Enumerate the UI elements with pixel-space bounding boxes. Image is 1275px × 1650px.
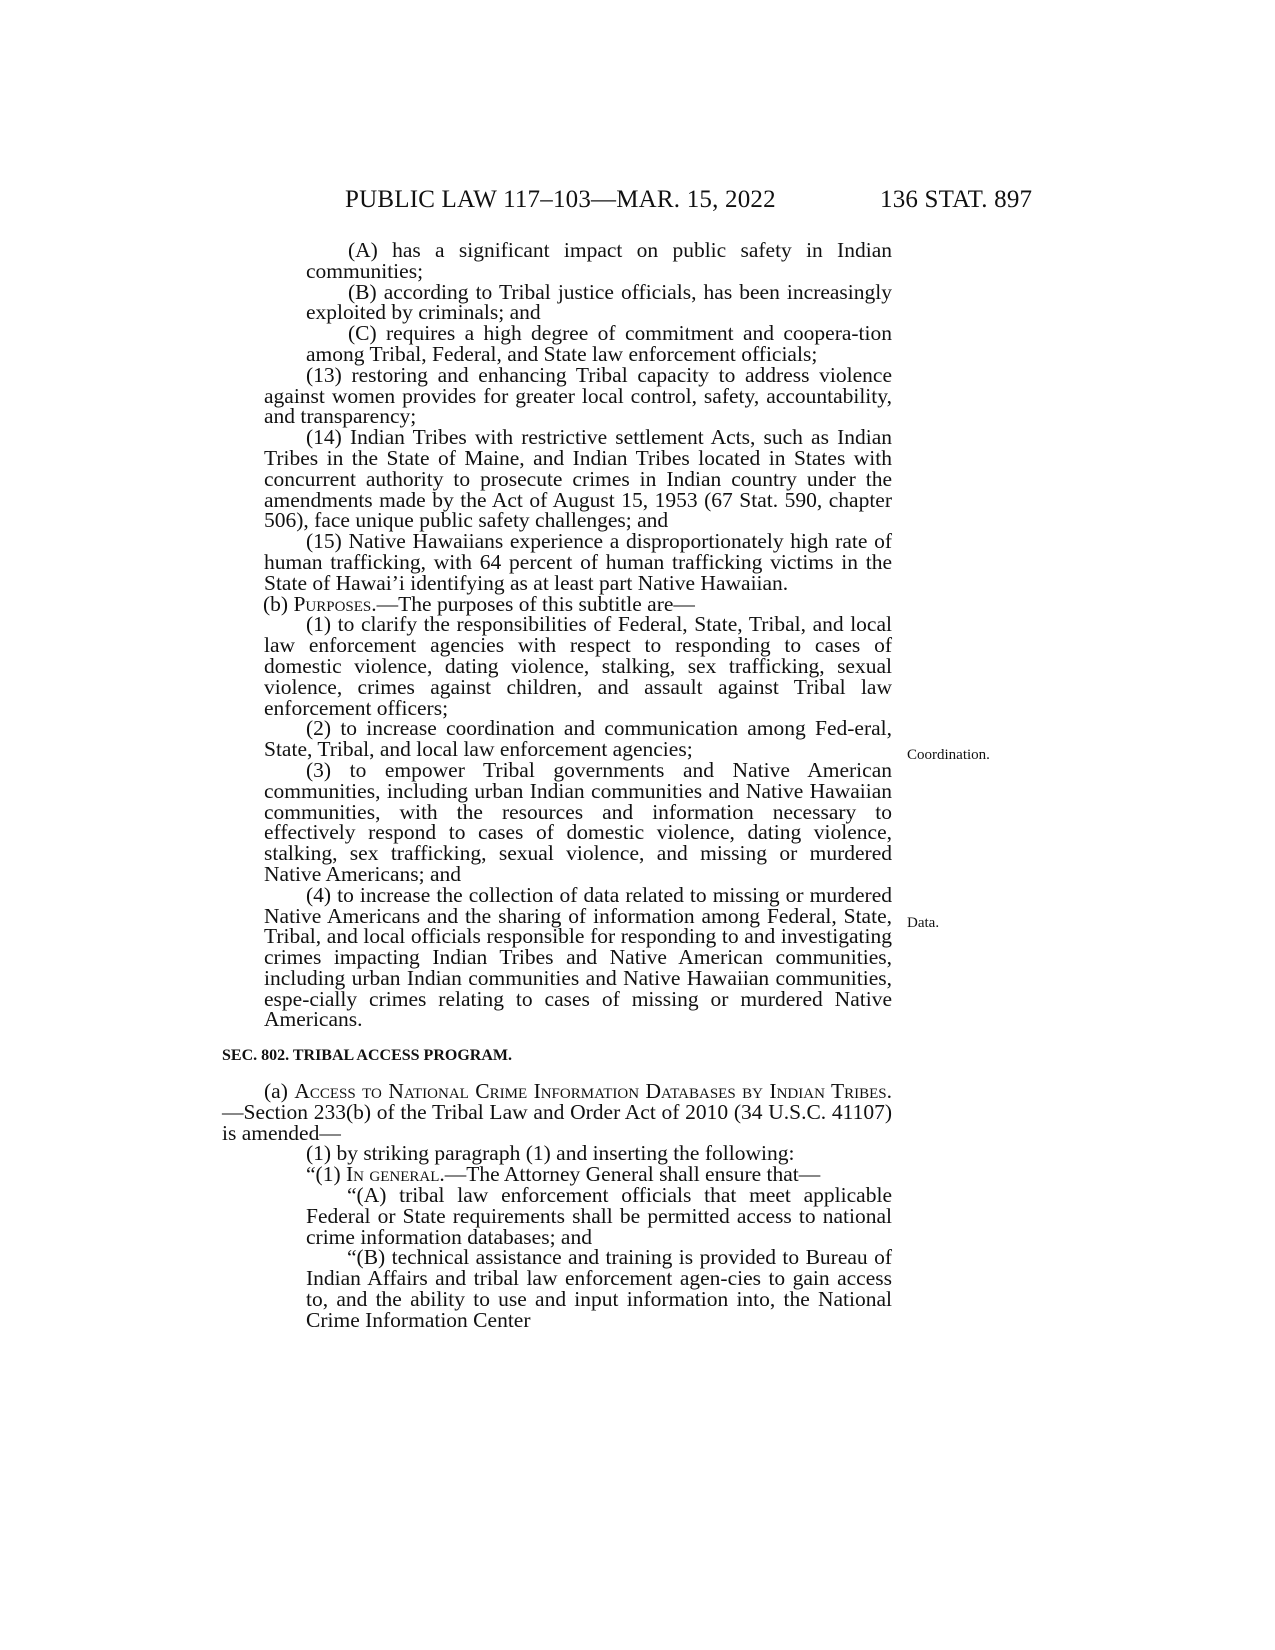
paragraph: (15) Native Hawaiians experience a disproportionately high rate of human trafficking, with 64 percent of human trafficking victims in the State of Hawai’i identifying as at least part Native Hawaiian.	[264, 529, 892, 595]
paragraph: (B) according to Tribal justice officials, has been increasingly exploited by criminals; and	[306, 279, 892, 325]
quoted-subparagraph: “(A) tribal law enforcement officials that meet applicable Federal or State requirements shall be permitted access to national crime information databases; and	[306, 1183, 892, 1249]
subsection-text: .—Section 233(b) of the Tribal Law and Order Act of 2010 (34 U.S.C. 41107) is amended—	[222, 1079, 892, 1145]
subsection-label: (a)	[264, 1079, 295, 1104]
section-heading: SEC. 802. TRIBAL ACCESS PROGRAM.	[222, 1047, 512, 1065]
margin-note-coordination: Coordination.	[907, 747, 990, 763]
margin-note-data: Data.	[907, 915, 940, 931]
subsection-heading: Access to National Crime Information Databases by Indian Tribes	[294, 1079, 887, 1104]
paragraph: (14) Indian Tribes with restrictive settlement Acts, such as Indian Tribes in the State of Maine, and Indian Tribes located in States with concurrent authority to prosecute crimes in Indian country under the amendments made by the Act of August 15, 1953 (67 Stat. 590, chapter 506), face unique public safety challenges; and	[264, 425, 892, 533]
subsection-purposes	[222, 591, 892, 616]
paragraph: (13) restoring and enhancing Tribal capacity to address violence against women provides for greater local control, safety, accountability, and transparency;	[264, 362, 892, 429]
running-header-stat-page: 136 STAT. 897	[880, 186, 1033, 213]
paragraph: (4) to increase the collection of data related to missing or murdered Native Americans and the sharing of information among Federal, State, Tribal, and local officials responsible for responding to and investigating crimes impacting Indian Tribes and Native American communities, including urban Indian communities and Native Hawaiian communities, espe-cially crimes relating to cases of missing or murdered Native Americans.	[264, 882, 892, 1032]
quoted-subparagraph: “(B) technical assistance and training is provided to Bureau of Indian Affairs and tribal law enforcement agen-cies to gain access to, and the ability to use and input information into, the National Crime Information Center	[306, 1245, 892, 1332]
paragraph-heading: In general	[346, 1162, 440, 1187]
paragraph: (A) has a significant impact on public safety in Indian communities;	[306, 238, 892, 283]
paragraph: (3) to empower Tribal governments and Native American communities, including urban Indian communities and Native Hawaiian communities, with the resources and information necessary to effectively respond to cases of domestic violence, dating violence, stalking, sex trafficking, sexual violence, and missing or murdered Native Americans; and	[264, 757, 892, 886]
subsection-label: (b)	[263, 591, 294, 616]
paragraph: (1) by striking paragraph (1) and inserting the following:	[306, 1141, 795, 1166]
page-body	[222, 240, 892, 1331]
subsection-heading: Purposes	[293, 591, 372, 616]
running-header-title: PUBLIC LAW 117–103—MAR. 15, 2022	[345, 186, 776, 213]
subsection-access	[222, 1081, 892, 1143]
paragraph: (1) to clarify the responsibilities of Federal, State, Tribal, and local law enforcement agencies with respect to responding to cases of domestic violence, dating violence, stalking, sex trafficking, sexual violence, crimes against children, and assault against Tribal law enforcement officers;	[264, 612, 892, 720]
paragraph: (C) requires a high degree of commitment and coopera-tion among Tribal, Federal, and State law enforcement officials;	[306, 321, 892, 366]
paragraph: (2) to increase coordination and communication among Fed-eral, State, Tribal, and local law enforcement agencies;	[264, 716, 892, 762]
quoted-paragraph	[222, 1164, 892, 1185]
subsection-text: .—The purposes of this subtitle are—	[371, 591, 695, 616]
paragraph-text: .—The Attorney General shall ensure that—	[439, 1162, 821, 1187]
paragraph-label: “(1)	[306, 1162, 346, 1187]
